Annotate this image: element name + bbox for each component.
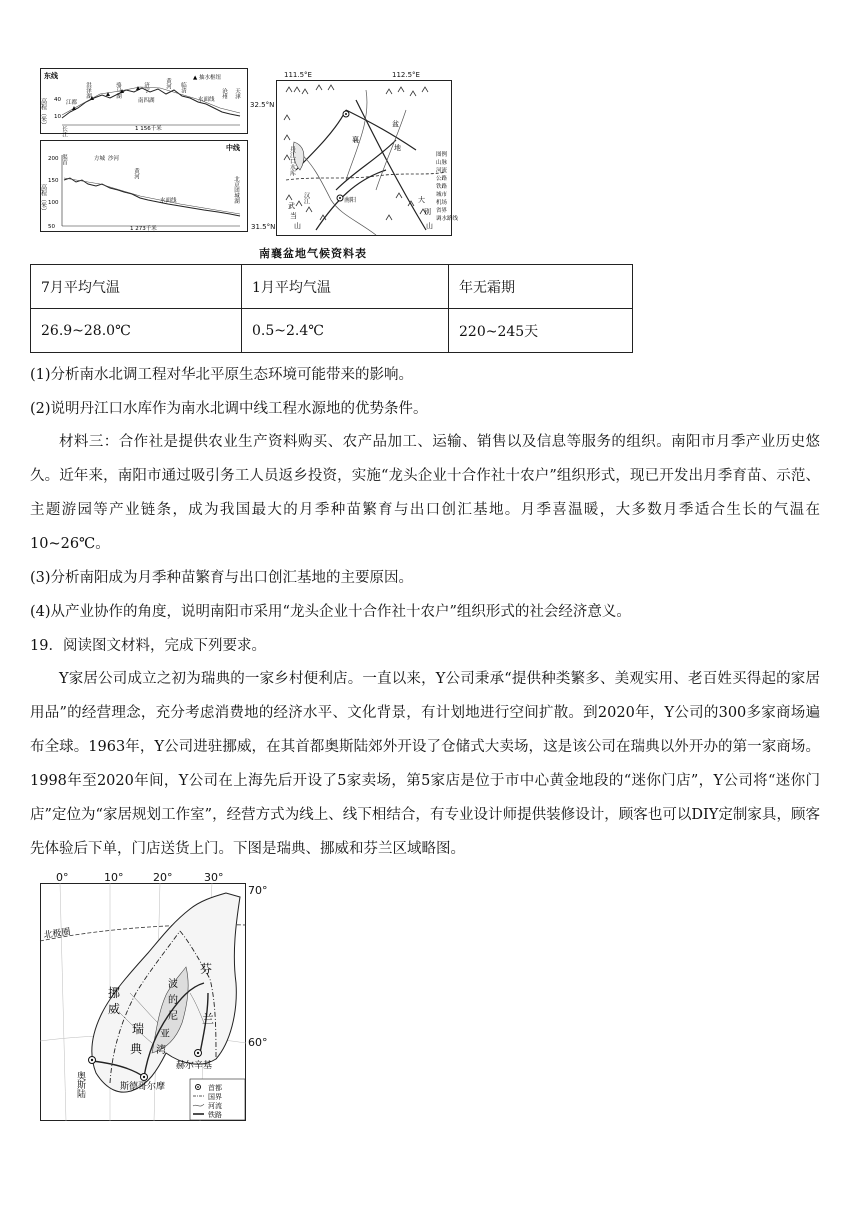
middle-profile-title: 中线 <box>226 144 240 152</box>
east-place-jiangdu: 江都 <box>66 100 78 106</box>
question-2: (2)说明丹江口水库作为南水北调中线工程水源地的优势条件。 <box>30 401 428 417</box>
nordic-map <box>40 883 246 1121</box>
gulf-label-1: 波 <box>168 979 178 990</box>
basin-label-da: 大 <box>418 196 425 204</box>
gulf-label-3: 尼 <box>168 1011 178 1022</box>
table-caption: 南襄盆地气候资料表 <box>259 247 367 260</box>
east-place-hongze: 洪泽湖 <box>85 82 91 99</box>
country-sweden-1: 瑞 <box>132 1022 145 1036</box>
nanyang-city-icon <box>339 197 341 199</box>
basin-label-shan-east: 山 <box>426 222 433 230</box>
basin-label-bie: 别 <box>424 208 431 216</box>
header-july-temp: 7月平均气温 <box>31 265 242 309</box>
basin-label-dang: 当 <box>290 212 297 220</box>
material-19: Y家居公司成立之初为瑞典的一家乡村便利店。一直以来，Y公司秉承“提供种类繁多、美观实用、老百姓买得起的家居用品”的经营理念，充分考虑消费地的经济水平、文化背景，有计划地进行空间扩散。到2020年，Y公司的300多家商场遍布全球。1963年，Y公司进驻挪威，在其首都奥斯陆郊外开设了仓储式大卖场，这是该公司在瑞典以外开办的第一家商场。1998年至2020年间，Y公司在上海先后开设了5家卖场，第5家店是位于市中心黄金地段的“迷你门店”，Y公司将“迷你门店”定位为“家居规划工作室”，经营方式为线上、线下相结合，有专业设计师提供装修设计，顾客也可以DIY定制家具，顾客先体验后下单，门店送货上门。下图是瑞典、挪威和芬兰区域略图。 <box>30 671 820 857</box>
stockholm-capital-icon <box>143 1076 145 1078</box>
question-1: (1)分析南水北调工程对华北平原生态环境可能带来的影响。 <box>30 367 414 383</box>
east-lat-label: 32.5°N <box>250 101 275 109</box>
country-norway-1: 挪 <box>108 986 121 1000</box>
country-finland-2: 兰 <box>202 1012 215 1026</box>
basin-label-pen: 盆 <box>392 120 399 128</box>
gulf-label-2: 的 <box>168 995 178 1006</box>
middle-lat-label: 31.5°N <box>251 223 276 231</box>
basin-legend-mountain: 山脉 <box>436 160 448 166</box>
east-ylabel: 高程（米） <box>39 98 47 128</box>
oslo-capital-icon <box>91 1059 93 1061</box>
nordic-legend <box>190 1079 245 1120</box>
legend-railway: 铁路 <box>208 1111 222 1119</box>
legend-river: 河流 <box>208 1102 222 1110</box>
city-oslo-label: 奥斯陆 <box>75 1071 85 1098</box>
helsinki-capital-icon <box>197 1052 199 1054</box>
basin-label-hanjiang: 汉江 <box>302 192 310 204</box>
city-stockholm-label: 斯德哥尔摩 <box>120 1082 166 1092</box>
basin-label-wu: 武 <box>288 202 295 210</box>
middle-water-label: 水面线 <box>160 198 177 204</box>
middle-ytick-150: 150 <box>48 178 59 184</box>
middle-place-beijing: 北京团城湖 <box>233 176 239 204</box>
east-place-jining: 济宁 <box>143 82 149 93</box>
basin-legend-route: 调水路线 <box>436 216 459 222</box>
basin-label-di: 地 <box>394 144 401 152</box>
middle-place-huanghe: 黄河 <box>133 168 139 179</box>
legend-capital-icon <box>197 1086 199 1088</box>
city-helsinki-label: 赫尔辛基 <box>176 1061 213 1071</box>
material-3: 材料三：合作社是提供农业生产资料购买、农产品加工、运输、销售以及信息等服务的组织。南阳市月季产业历史悠久。近年来，南阳市通过吸引务工人员返乡投资，实施“龙头企业十合作社十农户”组织形式，现已开发出月季育苗、示范、主题游园等产业链条，成为我国最大的月季种苗繁育与出口创汇基地。月季喜温暖，大多数月季适合生长的气温在10~26℃。 <box>30 434 820 552</box>
lon-tick-30: 30° <box>204 871 224 884</box>
basin-legend-rail: 铁路 <box>436 184 448 190</box>
middle-place-shahe: 沙河 <box>108 156 120 162</box>
basin-legend-province: 省界 <box>436 208 448 214</box>
table-row <box>31 309 633 353</box>
legend-capital: 首都 <box>208 1084 222 1092</box>
header-frost-free: 年无霜期 <box>449 265 633 309</box>
arctic-circle-label: 北极圈 <box>43 927 72 941</box>
lon-tick-10: 10° <box>104 871 124 884</box>
middle-place-fangcheng: 方城 <box>94 156 106 162</box>
question-3: (3)分析南阳成为月季种苗繁育与出口创汇基地的主要原因。 <box>30 570 414 586</box>
legend-border: 国界 <box>208 1093 222 1101</box>
basin-lon-left: 111.5°E <box>284 71 312 79</box>
east-place-cangzhou: 沧州 <box>221 88 227 99</box>
country-sweden-2: 典 <box>130 1042 143 1056</box>
header-jan-temp: 1月平均气温 <box>242 265 449 309</box>
table-row <box>31 265 633 309</box>
lat-tick-70: 70° <box>248 884 268 897</box>
basin-label-danjiangkou: 丹江口水库 <box>288 146 296 176</box>
basin-label-shan-west: 山 <box>294 222 301 230</box>
climate-table <box>30 264 633 353</box>
middle-distance: 1 273千米 <box>130 226 157 232</box>
east-place-huanghe: 黄河 <box>165 78 171 89</box>
basin-label-xiang: 襄 <box>352 136 359 144</box>
lat-tick-60: 60° <box>248 1036 268 1049</box>
middle-ytick-200: 200 <box>48 156 59 162</box>
basin-legend-road: 公路 <box>436 176 448 182</box>
question-4: (4)从产业协作的角度，说明南阳市采用“龙头企业十合作社十农户”组织形式的社会经济意义。 <box>30 604 631 620</box>
question-19: 19．阅读图文材料，完成下列要求。 <box>30 638 266 654</box>
middle-ytick-50: 50 <box>48 224 55 230</box>
east-place-luoma: 骆马湖 <box>115 82 121 99</box>
east-water-label: 水面线 <box>198 97 215 103</box>
east-lake-label: 南四湖 <box>138 98 155 104</box>
basin-legend-city: 城市 <box>436 192 448 198</box>
gulf-label-5: 湾 <box>156 1045 166 1056</box>
middle-line-profile <box>40 140 248 232</box>
gulf-label-4: 亚 <box>160 1029 170 1040</box>
country-finland-1: 芬 <box>200 962 213 976</box>
lon-tick-0: 0° <box>56 871 69 884</box>
basin-lon-right: 112.5°E <box>392 71 420 79</box>
east-distance: 1 156千米 <box>135 126 162 132</box>
xiangyang-city-icon <box>345 113 347 115</box>
east-ytick-10: 10 <box>54 114 61 120</box>
east-river-label: 长江 <box>61 126 67 137</box>
east-legend-pump: ▲ 抽水枢纽 <box>193 75 221 81</box>
middle-place-qushou: 渠首 <box>61 154 67 165</box>
value-frost-free: 220~245天 <box>449 309 633 353</box>
east-line-profile <box>39 68 248 137</box>
middle-ylabel: 高程（米） <box>39 184 47 214</box>
country-norway-2: 威 <box>108 1002 121 1016</box>
east-place-tianjin: 天津 <box>234 88 240 99</box>
middle-ytick-100: 100 <box>48 200 59 206</box>
value-july-temp: 26.9~28.0℃ <box>31 309 242 353</box>
value-jan-temp: 0.5~2.4℃ <box>242 309 449 353</box>
basin-legend-river: 河流 <box>436 168 448 174</box>
basin-map <box>276 80 459 236</box>
east-profile-title: 东线 <box>44 72 58 80</box>
basin-label-nanyang: 南阳 <box>344 197 357 204</box>
basin-legend-airport: 机场 <box>436 200 448 206</box>
east-place-linqing: 临清 <box>180 82 186 93</box>
basin-legend-title: 图例 <box>436 152 448 158</box>
lon-tick-20: 20° <box>153 871 173 884</box>
east-ytick-40: 40 <box>54 97 61 103</box>
